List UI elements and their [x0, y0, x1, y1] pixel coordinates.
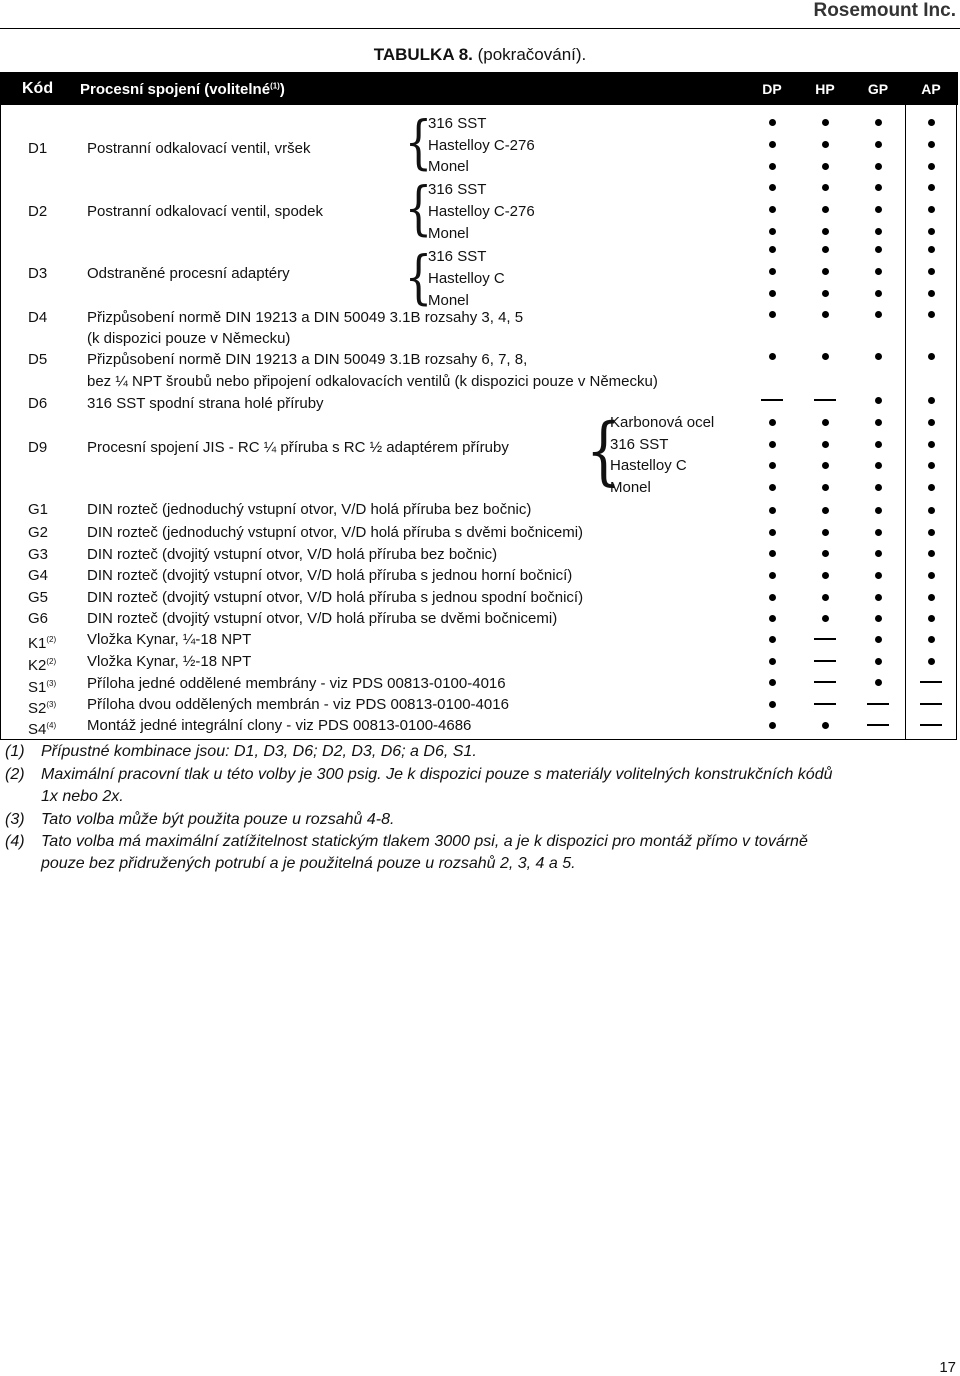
- available-dot: [875, 572, 882, 579]
- available-dot: [822, 419, 829, 426]
- available-dot: [875, 529, 882, 536]
- material-option: 316 SST: [428, 248, 487, 265]
- available-dot: [875, 268, 882, 275]
- header-title-footnote: (1): [270, 81, 280, 91]
- available-dot: [875, 246, 882, 253]
- available-dot: [822, 290, 829, 297]
- row-code: [28, 524, 48, 542]
- material-option: Monel: [610, 479, 651, 496]
- available-dot: [928, 184, 935, 191]
- row-code: [28, 589, 48, 607]
- available-dot: [928, 268, 935, 275]
- row-code: [28, 309, 47, 327]
- material-option: Hastelloy C: [610, 457, 687, 474]
- footnote: [5, 831, 808, 853]
- row-description: Postranní odkalovací ventil, spodek: [87, 203, 323, 220]
- footnote-number: (4): [5, 833, 25, 850]
- material-option: Karbonová ocel: [610, 414, 715, 431]
- available-dot: [875, 353, 882, 360]
- header-dp: DP: [762, 81, 782, 97]
- available-dot: [928, 594, 935, 601]
- available-dot: [875, 141, 882, 148]
- material-option: Monel: [428, 158, 469, 175]
- header-code: Kód: [22, 80, 54, 97]
- available-dot: [928, 397, 935, 404]
- unavailable-dash: [920, 681, 942, 683]
- available-dot: [928, 529, 935, 536]
- footnote-number: (1): [5, 743, 25, 760]
- available-dot: [769, 594, 776, 601]
- available-dot: [822, 119, 829, 126]
- material-option: Hastelloy C-276: [428, 137, 535, 154]
- available-dot: [928, 441, 935, 448]
- available-dot: [769, 484, 776, 491]
- row-code: [28, 439, 47, 457]
- footnote-text-cont: pouze bez přidružených potrubí a je použitelná pouze u rozsahů 2, 3, 4 a 5.: [41, 855, 576, 872]
- row-code-text: S1: [28, 679, 47, 696]
- available-dot: [875, 163, 882, 170]
- available-dot: [769, 529, 776, 536]
- available-dot: [822, 441, 829, 448]
- available-dot: [769, 507, 776, 514]
- available-dot: [928, 246, 935, 253]
- unavailable-dash: [814, 703, 836, 705]
- available-dot: [822, 184, 829, 191]
- available-dot: [822, 141, 829, 148]
- unavailable-dash: [814, 399, 836, 401]
- available-dot: [822, 462, 829, 469]
- available-dot: [928, 353, 935, 360]
- row-code: [28, 631, 56, 653]
- row-code: [28, 546, 48, 564]
- row-code-text: D9: [28, 439, 48, 456]
- available-dot: [769, 722, 776, 729]
- available-dot: [769, 206, 776, 213]
- unavailable-dash: [920, 703, 942, 705]
- row-code-text: D1: [28, 140, 48, 157]
- row-code: [28, 351, 47, 369]
- available-dot: [822, 615, 829, 622]
- footnote-number: (2): [5, 766, 25, 783]
- table-caption: [0, 45, 960, 65]
- available-dot: [822, 268, 829, 275]
- row-code: [28, 567, 48, 585]
- available-dot: [875, 594, 882, 601]
- row-code-footnote: (3): [46, 700, 57, 709]
- row-description-cont: (k dispozici pouze v Německu): [87, 330, 291, 347]
- available-dot: [875, 228, 882, 235]
- row-code-footnote: (3): [46, 679, 57, 688]
- row-description: Přizpůsobení normě DIN 19213 a DIN 50049 3.1B rozsahy 6, 7, 8,: [87, 351, 528, 368]
- available-dot: [928, 311, 935, 318]
- row-description: DIN rozteč (dvojitý vstupní otvor, V/D holá příruba bez bočnic): [87, 546, 498, 563]
- header-gp: GP: [867, 81, 889, 97]
- footnote-text: Přípustné kombinace jsou: D1, D3, D6; D2, D3, D6; a D6, S1.: [41, 743, 477, 760]
- row-description: Vložka Kynar, ¼-18 NPT: [87, 631, 252, 648]
- available-dot: [928, 550, 935, 557]
- row-description: 316 SST spodní strana holé příruby: [87, 395, 324, 412]
- available-dot: [769, 441, 776, 448]
- available-dot: [769, 228, 776, 235]
- row-code: [28, 675, 56, 697]
- row-code-text: K1: [28, 635, 47, 652]
- row-description: DIN rozteč (dvojitý vstupní otvor, V/D holá příruba s jednou spodní bočnicí): [87, 589, 584, 606]
- header-title-text: Procesní spojení (volitelné: [80, 81, 271, 98]
- unavailable-dash: [761, 399, 783, 401]
- row-description-cont: bez ¼ NPT šroubů nebo připojení odkalovacích ventilů (k dispozici pouze v Německu): [87, 373, 658, 390]
- available-dot: [822, 228, 829, 235]
- available-dot: [928, 507, 935, 514]
- available-dot: [769, 615, 776, 622]
- footnote-text: Maximální pracovní tlak u této volby je 300 psig. Je k dispozici pouze s materiály volitelných konstrukčních kódů: [41, 766, 833, 783]
- row-code-text: D4: [28, 309, 48, 326]
- available-dot: [769, 658, 776, 665]
- row-code: [28, 140, 47, 158]
- header-title-end: ): [279, 81, 285, 98]
- available-dot: [875, 636, 882, 643]
- available-dot: [769, 311, 776, 318]
- row-code: [28, 203, 47, 221]
- caption-label: TABULKA 8.: [373, 45, 473, 64]
- available-dot: [875, 679, 882, 686]
- available-dot: [928, 163, 935, 170]
- available-dot: [769, 119, 776, 126]
- row-description: Přizpůsobení normě DIN 19213 a DIN 50049 3.1B rozsahy 3, 4, 5: [87, 309, 524, 326]
- available-dot: [875, 290, 882, 297]
- footnote-number: (3): [5, 811, 25, 828]
- row-code-text: G6: [28, 610, 49, 627]
- available-dot: [928, 572, 935, 579]
- available-dot: [928, 462, 935, 469]
- row-code: [28, 395, 47, 413]
- available-dot: [875, 462, 882, 469]
- available-dot: [769, 184, 776, 191]
- available-dot: [928, 119, 935, 126]
- unavailable-dash: [867, 703, 889, 705]
- row-code-footnote: (2): [46, 657, 57, 666]
- row-description: Příloha jedné oddělené membrány - viz PDS 00813-0100-4016: [87, 675, 506, 692]
- available-dot: [875, 206, 882, 213]
- available-dot: [928, 290, 935, 297]
- top-rule: [0, 28, 960, 29]
- row-code-footnote: (2): [46, 635, 57, 644]
- available-dot: [769, 246, 776, 253]
- available-dot: [769, 636, 776, 643]
- available-dot: [928, 658, 935, 665]
- row-description: Postranní odkalovací ventil, vršek: [87, 140, 311, 157]
- row-description: DIN rozteč (jednoduchý vstupní otvor, V/D holá příruba bez bočnic): [87, 501, 532, 518]
- row-code-text: D6: [28, 395, 48, 412]
- available-dot: [822, 246, 829, 253]
- unavailable-dash: [867, 724, 889, 726]
- row-description: Montáž jedné integrální clony - viz PDS 00813-0100-4686: [87, 717, 472, 734]
- material-brace: {: [585, 408, 622, 494]
- available-dot: [875, 441, 882, 448]
- header-ap: AP: [921, 81, 941, 97]
- company-name: Rosemount Inc.: [813, 0, 956, 21]
- row-description: DIN rozteč (dvojitý vstupní otvor, V/D holá příruba se dvěmi bočnicemi): [87, 610, 558, 627]
- material-option: 316 SST: [610, 436, 669, 453]
- available-dot: [822, 529, 829, 536]
- footnote-text: Tato volba může být použita pouze u rozsahů 4-8.: [41, 811, 395, 828]
- row-code-text: G1: [28, 501, 49, 518]
- row-code-text: S4: [28, 721, 47, 738]
- row-code-text: G2: [28, 524, 49, 541]
- unavailable-dash: [814, 660, 836, 662]
- available-dot: [875, 119, 882, 126]
- row-description: Vložka Kynar, ½-18 NPT: [87, 653, 252, 670]
- material-option: Hastelloy C-276: [428, 203, 535, 220]
- row-description: Příloha dvou oddělených membrán - viz PDS 00813-0100-4016: [87, 696, 509, 713]
- row-code: [28, 610, 48, 628]
- available-dot: [928, 484, 935, 491]
- available-dot: [769, 353, 776, 360]
- available-dot: [822, 550, 829, 557]
- material-option: Monel: [428, 225, 469, 242]
- row-description: Odstraněné procesní adaptéry: [87, 265, 290, 282]
- material-option: Hastelloy C: [428, 270, 505, 287]
- row-code-text: G5: [28, 589, 49, 606]
- available-dot: [875, 419, 882, 426]
- available-dot: [822, 311, 829, 318]
- row-code: [28, 501, 48, 519]
- available-dot: [928, 419, 935, 426]
- footnote-text-cont: 1x nebo 2x.: [41, 788, 124, 805]
- footnote: [5, 764, 833, 786]
- available-dot: [875, 484, 882, 491]
- available-dot: [822, 484, 829, 491]
- row-code-text: D5: [28, 351, 48, 368]
- available-dot: [769, 701, 776, 708]
- available-dot: [928, 206, 935, 213]
- footnote: [5, 741, 477, 763]
- available-dot: [822, 353, 829, 360]
- material-brace: {: [404, 108, 433, 176]
- unavailable-dash: [814, 638, 836, 640]
- material-brace: {: [404, 243, 433, 311]
- header-hp: HP: [815, 81, 835, 97]
- header-title: [80, 81, 285, 98]
- available-dot: [928, 141, 935, 148]
- table-header: [0, 72, 958, 105]
- row-description: DIN rozteč (jednoduchý vstupní otvor, V/D holá příruba s dvěmi bočnicemi): [87, 524, 584, 541]
- available-dot: [875, 658, 882, 665]
- material-option: 316 SST: [428, 181, 487, 198]
- unavailable-dash: [814, 681, 836, 683]
- row-code: [28, 717, 56, 739]
- available-dot: [822, 722, 829, 729]
- available-dot: [875, 397, 882, 404]
- available-dot: [928, 615, 935, 622]
- available-dot: [875, 615, 882, 622]
- material-brace: {: [404, 174, 433, 242]
- available-dot: [769, 462, 776, 469]
- available-dot: [822, 594, 829, 601]
- unavailable-dash: [920, 724, 942, 726]
- available-dot: [769, 550, 776, 557]
- available-dot: [769, 141, 776, 148]
- material-option: Monel: [428, 292, 469, 309]
- row-code-text: G3: [28, 546, 49, 563]
- available-dot: [822, 163, 829, 170]
- available-dot: [769, 268, 776, 275]
- column-divider: [905, 105, 906, 740]
- available-dot: [769, 290, 776, 297]
- available-dot: [769, 679, 776, 686]
- available-dot: [875, 311, 882, 318]
- material-option: 316 SST: [428, 115, 487, 132]
- available-dot: [875, 550, 882, 557]
- caption-suffix: (pokračování).: [472, 45, 587, 64]
- row-code: [28, 265, 47, 283]
- available-dot: [875, 184, 882, 191]
- row-code-text: D2: [28, 203, 48, 220]
- available-dot: [769, 163, 776, 170]
- available-dot: [928, 636, 935, 643]
- row-code-text: S2: [28, 700, 47, 717]
- row-code-text: G4: [28, 567, 49, 584]
- row-description: Procesní spojení JIS - RC ¼ příruba s RC ½ adaptérem příruby: [87, 439, 509, 456]
- row-code-footnote: (4): [46, 721, 57, 730]
- page-number: 17: [939, 1359, 956, 1376]
- available-dot: [769, 572, 776, 579]
- row-code: [28, 696, 56, 718]
- row-code-text: K2: [28, 657, 47, 674]
- footnote: [5, 809, 394, 831]
- row-code-text: D3: [28, 265, 48, 282]
- footnote-text: Tato volba má maximální zatížitelnost statickým tlakem 3000 psi, a je k dispozici pro montáž přímo v továrně: [41, 833, 808, 850]
- available-dot: [928, 228, 935, 235]
- available-dot: [822, 507, 829, 514]
- row-code: [28, 653, 56, 675]
- available-dot: [875, 507, 882, 514]
- row-description: DIN rozteč (dvojitý vstupní otvor, V/D holá příruba s jednou horní bočnicí): [87, 567, 573, 584]
- available-dot: [822, 572, 829, 579]
- available-dot: [822, 206, 829, 213]
- available-dot: [769, 419, 776, 426]
